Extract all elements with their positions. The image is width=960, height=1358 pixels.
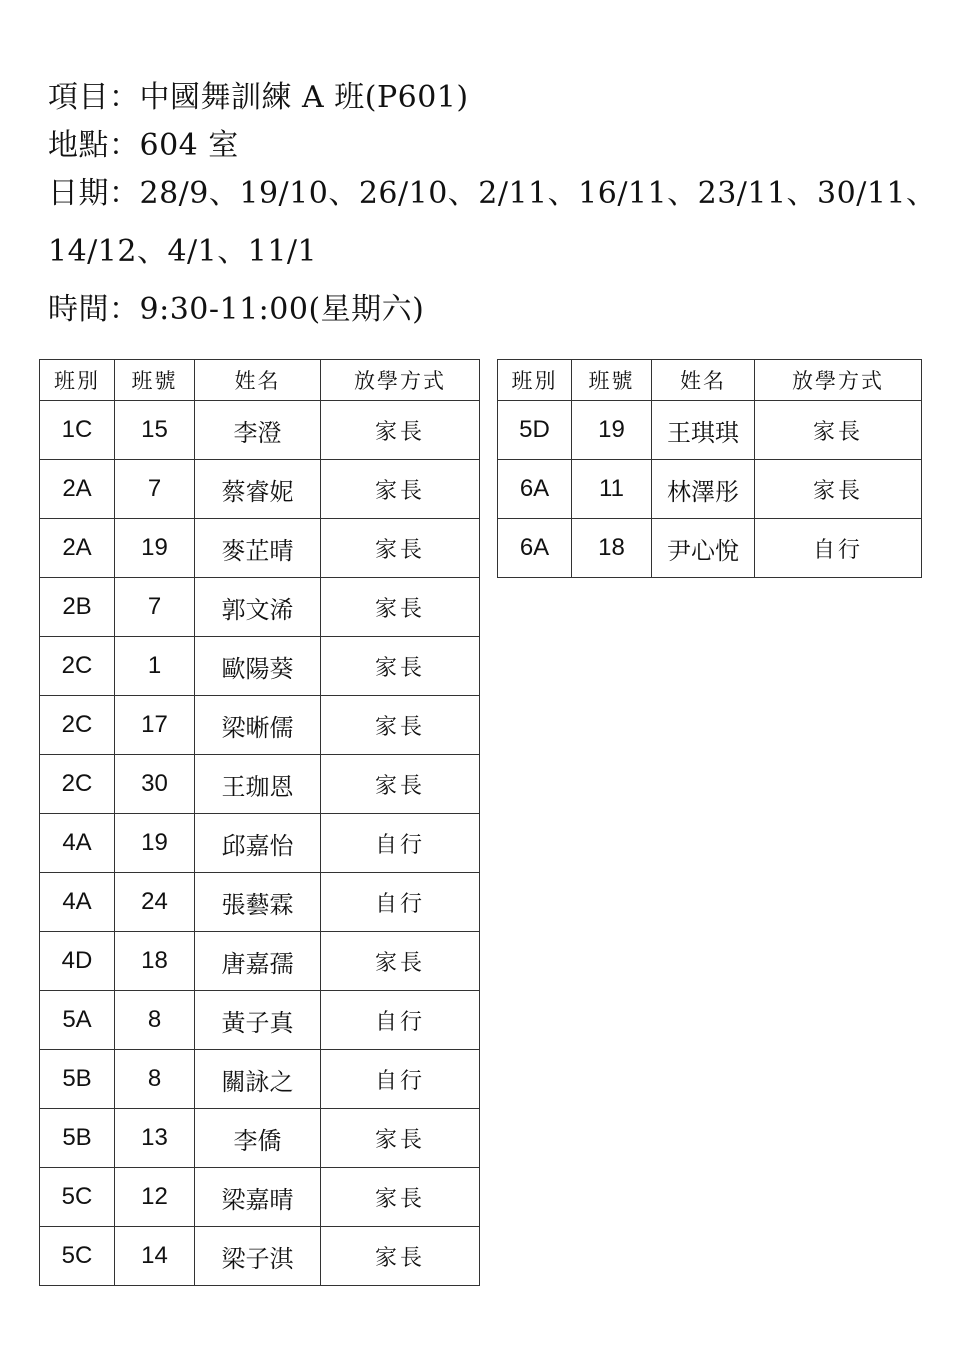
cell-number: 18 [115, 932, 195, 991]
dates-value-line2: 14/12、4/1、11/1 [48, 234, 318, 269]
cell-dismissal: 家長 [321, 1168, 480, 1227]
cell-number: 13 [115, 1109, 195, 1168]
cell-number: 18 [572, 519, 652, 578]
cell-name: 尹心悅 [652, 519, 755, 578]
project-line [48, 78, 928, 126]
cell-name: 張藝霖 [195, 873, 321, 932]
table-row [498, 401, 922, 460]
cell-number: 12 [115, 1168, 195, 1227]
cell-dismissal: 家長 [321, 637, 480, 696]
cell-name: 林澤彤 [652, 460, 755, 519]
venue-line [48, 126, 928, 174]
venue-value: 604 室 [139, 128, 239, 163]
column-header-name: 姓名 [195, 360, 321, 401]
time-line [48, 290, 928, 338]
cell-dismissal: 自行 [321, 1050, 480, 1109]
cell-dismissal: 家長 [755, 460, 922, 519]
project-value: 中國舞訓練 A 班(P601) [139, 80, 469, 115]
cell-name: 黃子真 [195, 991, 321, 1050]
cell-class: 4A [40, 873, 115, 932]
column-header-dismissal: 放學方式 [755, 360, 922, 401]
cell-class: 2B [40, 578, 115, 637]
cell-class: 2C [40, 696, 115, 755]
cell-class: 2C [40, 755, 115, 814]
cell-number: 19 [115, 519, 195, 578]
cell-name: 李澄 [195, 401, 321, 460]
cell-number: 19 [572, 401, 652, 460]
dates-line-continued [48, 232, 928, 290]
cell-number: 14 [115, 1227, 195, 1286]
cell-dismissal: 家長 [321, 519, 480, 578]
column-header-class: 班別 [40, 360, 115, 401]
dates-value-line1: 28/9、19/10、26/10、2/11、16/11、23/11、30/11、 [139, 176, 937, 211]
dates-line [48, 174, 937, 222]
cell-dismissal: 自行 [321, 991, 480, 1050]
cell-name: 邱嘉怡 [195, 814, 321, 873]
cell-number: 8 [115, 991, 195, 1050]
table-row [498, 519, 922, 578]
table-row [40, 1168, 480, 1227]
student-roster-table-right [497, 359, 922, 578]
cell-dismissal: 家長 [755, 401, 922, 460]
cell-number: 1 [115, 637, 195, 696]
cell-name: 郭文浠 [195, 578, 321, 637]
table-row [40, 814, 480, 873]
project-label: 項目： [48, 80, 140, 115]
cell-number: 24 [115, 873, 195, 932]
cell-name: 梁嘉晴 [195, 1168, 321, 1227]
column-header-number: 班號 [115, 360, 195, 401]
cell-name: 梁晰儒 [195, 696, 321, 755]
time-label: 時間： [48, 292, 140, 327]
table-row [498, 460, 922, 519]
cell-name: 唐嘉孺 [195, 932, 321, 991]
cell-number: 7 [115, 578, 195, 637]
cell-dismissal: 自行 [321, 873, 480, 932]
column-header-name: 姓名 [652, 360, 755, 401]
table-row [40, 460, 480, 519]
table-row [40, 637, 480, 696]
cell-number: 19 [115, 814, 195, 873]
cell-class: 2C [40, 637, 115, 696]
table-row [40, 578, 480, 637]
table-row [40, 991, 480, 1050]
dates-label: 日期： [48, 176, 140, 211]
cell-class: 5C [40, 1168, 115, 1227]
class-info-header [48, 78, 937, 338]
cell-class: 5B [40, 1109, 115, 1168]
cell-name: 李僑 [195, 1109, 321, 1168]
venue-label: 地點： [48, 128, 140, 163]
cell-name: 麥芷晴 [195, 519, 321, 578]
cell-name: 王琪琪 [652, 401, 755, 460]
column-header-dismissal: 放學方式 [321, 360, 480, 401]
cell-name: 蔡睿妮 [195, 460, 321, 519]
table-header-row [498, 360, 922, 401]
cell-class: 4A [40, 814, 115, 873]
cell-number: 30 [115, 755, 195, 814]
table-row [40, 1109, 480, 1168]
cell-name: 歐陽葵 [195, 637, 321, 696]
time-value: 9:30-11:00(星期六) [139, 292, 425, 327]
table-header-row [40, 360, 480, 401]
cell-number: 7 [115, 460, 195, 519]
table-row [40, 519, 480, 578]
column-header-number: 班號 [572, 360, 652, 401]
cell-dismissal: 家長 [321, 460, 480, 519]
cell-dismissal: 家長 [321, 401, 480, 460]
cell-dismissal: 自行 [321, 814, 480, 873]
cell-number: 8 [115, 1050, 195, 1109]
cell-number: 15 [115, 401, 195, 460]
cell-name: 梁子淇 [195, 1227, 321, 1286]
cell-name: 王珈恩 [195, 755, 321, 814]
cell-dismissal: 家長 [321, 696, 480, 755]
student-roster-table-left [39, 359, 480, 1286]
cell-class: 5B [40, 1050, 115, 1109]
cell-class: 2A [40, 519, 115, 578]
cell-class: 5C [40, 1227, 115, 1286]
cell-class: 5D [498, 401, 572, 460]
cell-class: 2A [40, 460, 115, 519]
table-row [40, 696, 480, 755]
cell-class: 6A [498, 460, 572, 519]
table-row [40, 932, 480, 991]
cell-number: 17 [115, 696, 195, 755]
cell-class: 4D [40, 932, 115, 991]
cell-class: 6A [498, 519, 572, 578]
cell-dismissal: 家長 [321, 932, 480, 991]
cell-dismissal: 家長 [321, 755, 480, 814]
cell-dismissal: 自行 [755, 519, 922, 578]
table-row [40, 873, 480, 932]
table-row [40, 1050, 480, 1109]
cell-dismissal: 家長 [321, 1109, 480, 1168]
column-header-class: 班別 [498, 360, 572, 401]
cell-number: 11 [572, 460, 652, 519]
table-row [40, 401, 480, 460]
table-row [40, 755, 480, 814]
cell-class: 5A [40, 991, 115, 1050]
table-row [40, 1227, 480, 1286]
cell-dismissal: 家長 [321, 578, 480, 637]
cell-dismissal: 家長 [321, 1227, 480, 1286]
cell-name: 關詠之 [195, 1050, 321, 1109]
cell-class: 1C [40, 401, 115, 460]
